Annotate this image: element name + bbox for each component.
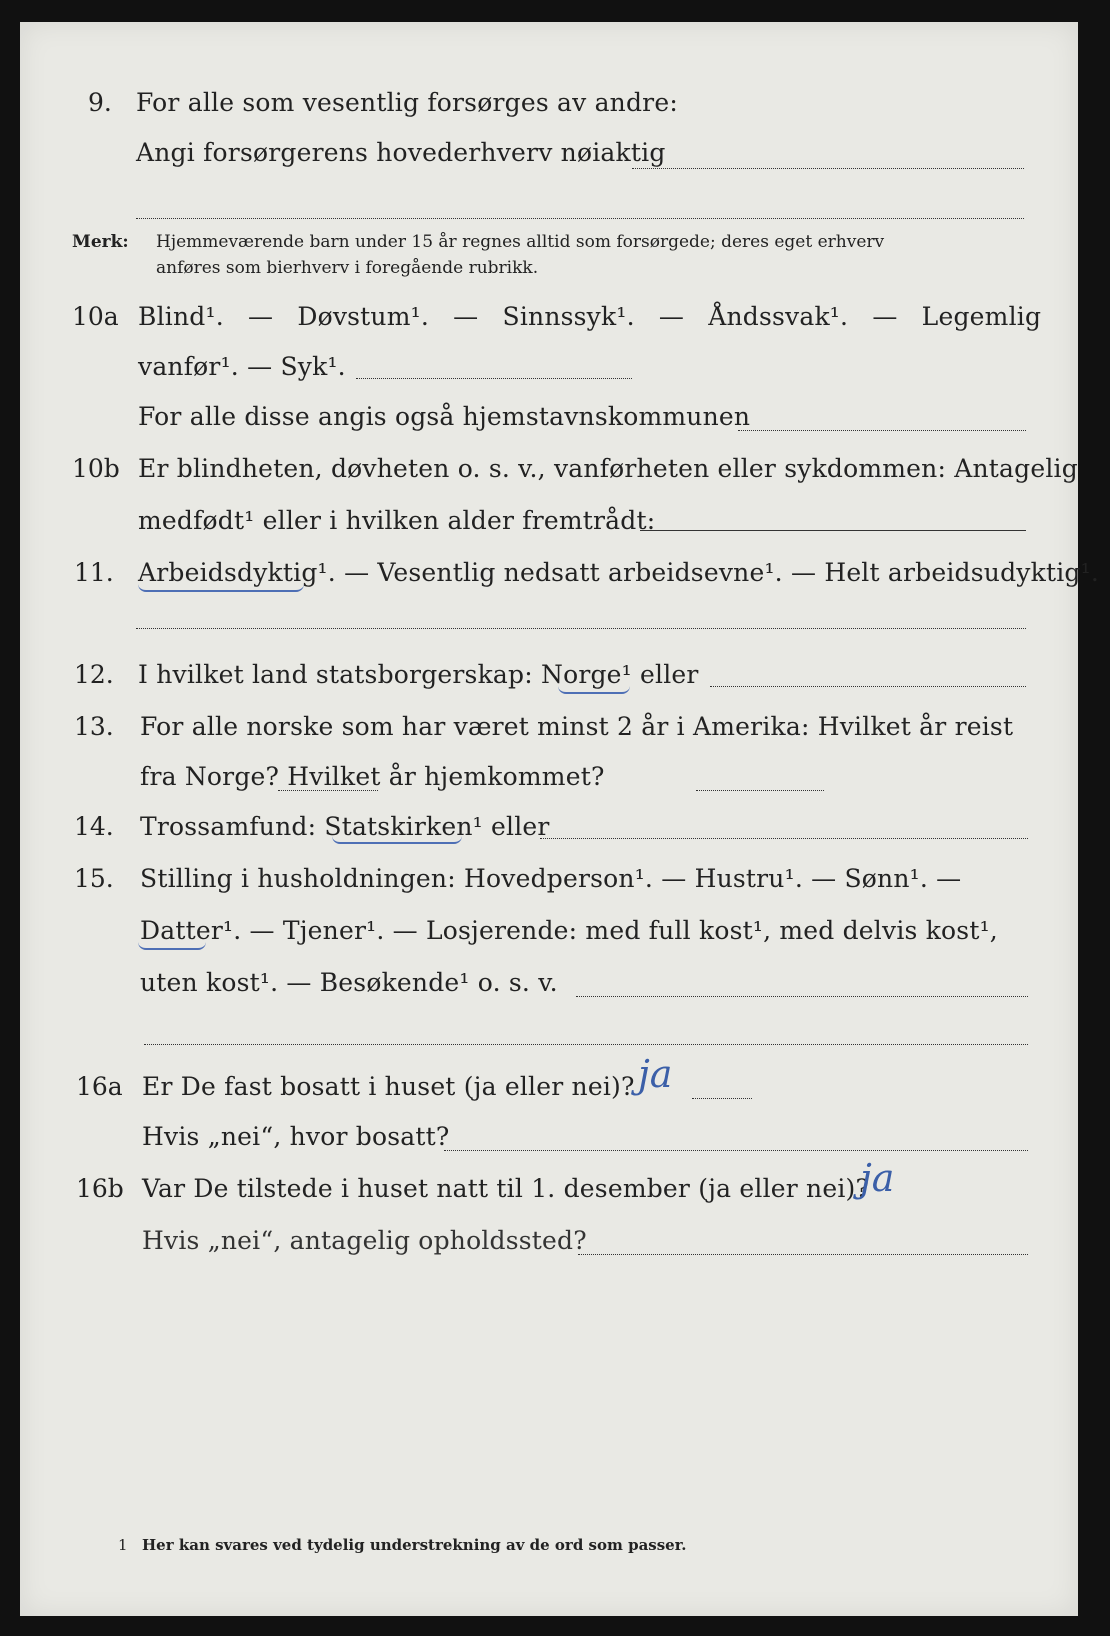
q16a-answer-line-2 [444,1150,1028,1151]
q13-answer-line-2 [696,790,824,791]
q14-number: 14. [74,812,114,841]
q10a-text-3: For alle disse angis også hjemstavnskommunen [138,402,751,431]
q16b-text-2: Hvis „nei“, antagelig opholdssted? [142,1226,587,1255]
q13-answer-line-1 [278,790,378,791]
q9-number: 9. [88,88,112,117]
q13-number: 13. [74,712,114,741]
q10a-text-2: vanfør¹. — Syk¹. [138,352,346,381]
q16b-number: 16b [76,1174,124,1203]
merk-text-2: anføres som bierhverv i foregående rubrikk. [156,258,539,278]
q10b-answer-line [640,530,1026,531]
q16b-handwritten-answer: ja [860,1156,895,1200]
merk-text-1: Hjemmeværende barn under 15 år regnes alltid som forsørgede; deres eget erhverv [156,232,885,252]
q10a-text-1: Blind¹. — Døvstum¹. — Sinnssyk¹. — Åndssvak¹. — Legemlig [138,302,1042,331]
q9-text-1: For alle som vesentlig forsørges av andre: [136,88,678,117]
q15-text-2: Datter¹. — Tjener¹. — Losjerende: med full kost¹, med delvis kost¹, [140,916,998,945]
q16a-text-1: Er De fast bosatt i huset (ja eller nei)? [142,1072,635,1101]
q16b-text-1: Var De tilstede i huset natt til 1. desember (ja eller nei)? [142,1174,870,1203]
form-page [20,22,1099,1616]
q12-number: 12. [74,660,114,689]
q10a-answer-line-2 [738,430,1026,431]
q11-underline-mark [138,584,304,592]
q14-underline-mark [332,836,462,844]
q15-answer-line [576,996,1028,997]
q10b-text-1: Er blindheten, døvheten o. s. v., vanførheten eller sykdommen: Antagelig [138,454,1078,483]
q9-text-2: Angi forsørgerens hovederhverv nøiaktig [136,138,666,167]
q12-text: I hvilket land statsborgerskap: Norge¹ eller [138,660,699,689]
q14-answer-line [540,838,1028,839]
q14-text: Trossamfund: Statskirken¹ eller [140,812,550,841]
q10a-number: 10a [72,302,119,331]
q15-answer-line-2 [144,1044,1028,1045]
q12-underline-mark [558,686,630,694]
q10a-answer-line [356,378,632,379]
q16a-text-2: Hvis „nei“, hvor bosatt? [142,1122,450,1151]
q15-underline-mark [138,942,206,950]
q10b-text-2: medfødt¹ eller i hvilken alder fremtrådt: [138,506,656,535]
q15-number: 15. [74,864,114,893]
merk-label: Merk: [72,232,129,252]
q13-text-1: For alle norske som har været minst 2 år i Amerika: Hvilket år reist [140,712,1014,741]
q9-answer-line [632,168,1024,169]
q13-text-2: fra Norge? Hvilket år hjemkommet? [140,762,605,791]
q16a-answer-line [692,1098,752,1099]
q16a-number: 16a [76,1072,123,1101]
q16a-handwritten-answer: ja [638,1052,673,1096]
q12-answer-line [710,686,1026,687]
q10b-number: 10b [72,454,120,483]
q15-text-1: Stilling i husholdningen: Hovedperson¹. — Hustru¹. — Sønn¹. — [140,864,962,893]
q16b-answer-line [578,1254,1028,1255]
footnote-marker: 1 [118,1536,128,1554]
q11-answer-line [136,628,1026,629]
q9-answer-line-2 [136,218,1024,219]
q11-text: Arbeidsdyktig¹. — Vesentlig nedsatt arbeidsevne¹. — Helt arbeidsudyktig¹. [138,558,1099,587]
footnote-text: Her kan svares ved tydelig understrekning av de ord som passer. [142,1536,687,1554]
q11-number: 11. [74,558,114,587]
q15-text-3: uten kost¹. — Besøkende¹ o. s. v. [140,968,558,997]
